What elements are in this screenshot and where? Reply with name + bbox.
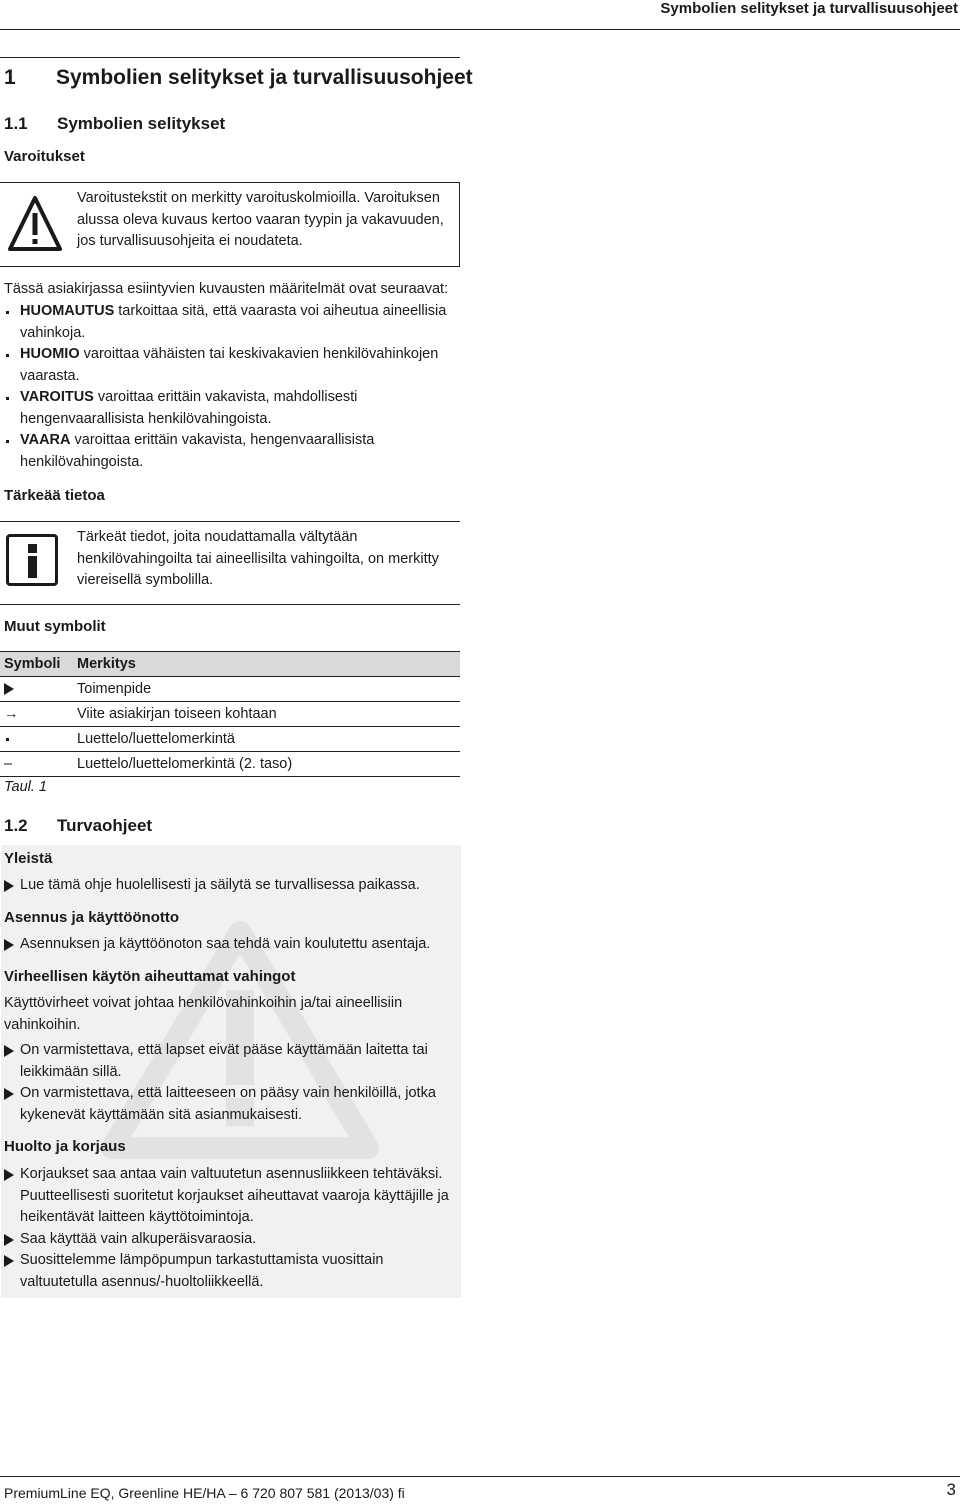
running-header: Symbolien selitykset ja turvallisuusohjeet — [660, 0, 958, 17]
meaning-cell: Luettelo/luettelomerkintä — [73, 727, 460, 752]
definition: varoittaa erittäin vakavista, hengenvaarallisista henkilövahingoista. — [20, 432, 375, 470]
misuse-heading: Virheellisen käytön aiheuttamat vahingot — [4, 968, 296, 985]
list-item: Suosittelemme lämpöpumpun tarkastuttamista vuosittain valtuutetulla asennus/-huoltoliikkeellä. — [4, 1250, 460, 1293]
table-row — [0, 727, 460, 752]
section-number: 1.1 — [4, 114, 28, 133]
warnings-intro: Tässä asiakirjassa esiintyvien kuvausten määritelmät ovat seuraavat: — [4, 281, 449, 297]
list-item: On varmistettava, että laitteeseen on pääsy vain henkilöillä, jotka kykenevät käyttämään sitä asianmukaisesti. — [4, 1083, 444, 1126]
list-item — [4, 387, 460, 430]
important-heading: Tärkeää tietoa — [4, 487, 105, 504]
warning-levels-list — [4, 301, 460, 473]
service-heading: Huolto ja korjaus — [4, 1138, 126, 1155]
table-header-row — [0, 652, 460, 677]
list-item: Korjaukset saa antaa vain valtuutetun asennusliikkeen tehtäväksi. Puutteellisesti suoritetut korjaukset aiheuttavat vaaroja käyttäjille ja heikentävät laitteen käyttötoimintoja. — [4, 1164, 460, 1229]
section-1-heading — [4, 66, 473, 90]
list-item: Asennuksen ja käyttöönoton saa tehdä vain koulutettu asentaja. — [4, 934, 460, 956]
table-caption: Taul. 1 — [4, 779, 47, 795]
bullet-icon — [6, 738, 9, 741]
table-row — [0, 702, 460, 727]
term: VAARA — [20, 432, 71, 448]
arrow-symbol: → — [0, 702, 73, 727]
general-heading: Yleistä — [4, 850, 53, 867]
section-title: Turvaohjeet — [57, 816, 153, 835]
definition: varoittaa erittäin vakavista, mahdollisesti hengenvaarallisista henkilövahingoista. — [20, 389, 358, 427]
list-item — [4, 344, 460, 387]
definition: tarkoittaa sitä, että vaarasta voi aiheutua aineellisia vahinkoja. — [20, 303, 447, 341]
dash-symbol: – — [0, 752, 73, 777]
service-list — [4, 1164, 460, 1293]
misuse-list — [4, 1040, 444, 1126]
general-list — [4, 875, 460, 897]
installation-list — [4, 934, 460, 956]
warning-triangle-icon — [6, 193, 64, 257]
column-header-symbol: Symboli — [0, 652, 73, 677]
info-icon — [6, 534, 58, 586]
triangle-arrow-icon — [4, 683, 14, 695]
warning-box — [0, 182, 460, 267]
term: VAROITUS — [20, 389, 94, 405]
info-box-text: Tärkeät tiedot, joita noudattamalla vältytään henkilövahingoilta tai aineellisilta vahingoilta, on merkitty viereisellä symbolilla. — [77, 529, 439, 588]
meaning-cell: Toimenpide — [73, 677, 460, 702]
list-item: Lue tämä ohje huolellisesti ja säilytä se turvallisessa paikassa. — [4, 875, 460, 897]
warnings-heading: Varoitukset — [4, 148, 85, 165]
table-row — [0, 752, 460, 777]
section-number: 1 — [4, 66, 16, 89]
list-item — [4, 430, 460, 473]
meaning-cell: Viite asiakirjan toiseen kohtaan — [73, 702, 460, 727]
definition: varoittaa vähäisten tai keskivakavien henkilövahinkojen vaarasta. — [20, 346, 439, 384]
warning-box-text: Varoitustekstit on merkitty varoituskolmioilla. Varoituksen alussa oleva kuvaus kertoo vaaran tyypin ja vakavuuden, jos turvallisuusohjeita ei noudateta. — [77, 190, 444, 249]
header-rule — [0, 29, 960, 30]
section-1-2-heading — [4, 816, 152, 836]
list-item: Saa käyttää vain alkuperäisvaraosia. — [4, 1229, 460, 1251]
section-number: 1.2 — [4, 816, 28, 835]
misuse-intro: Käyttövirheet voivat johtaa henkilövahinkoihin ja/tai aineellisiin vahinkoihin. — [4, 995, 403, 1033]
installation-heading: Asennus ja käyttöönotto — [4, 909, 180, 926]
section-1-1-heading — [4, 114, 225, 134]
other-symbols-heading: Muut symbolit — [4, 618, 106, 635]
page-number: 3 — [946, 1480, 956, 1499]
footer-rule — [0, 1476, 960, 1477]
term: HUOMIO — [20, 346, 80, 362]
section-title: Symbolien selitykset ja turvallisuusohjeet — [56, 66, 473, 89]
symbols-table — [0, 651, 460, 777]
section-rule — [0, 57, 460, 58]
info-box — [0, 521, 460, 605]
table-row — [0, 677, 460, 702]
term: HUOMAUTUS — [20, 303, 115, 319]
section-title: Symbolien selitykset — [57, 114, 226, 133]
meaning-cell: Luettelo/luettelomerkintä (2. taso) — [73, 752, 460, 777]
list-item: On varmistettava, että lapset eivät pääse käyttämään laitetta tai leikkimään sillä. — [4, 1040, 444, 1083]
list-item — [4, 301, 460, 344]
column-header-meaning: Merkitys — [73, 652, 460, 677]
footer-text: PremiumLine EQ, Greenline HE/HA – 6 720 807 581 (2013/03) fi — [4, 1485, 405, 1501]
